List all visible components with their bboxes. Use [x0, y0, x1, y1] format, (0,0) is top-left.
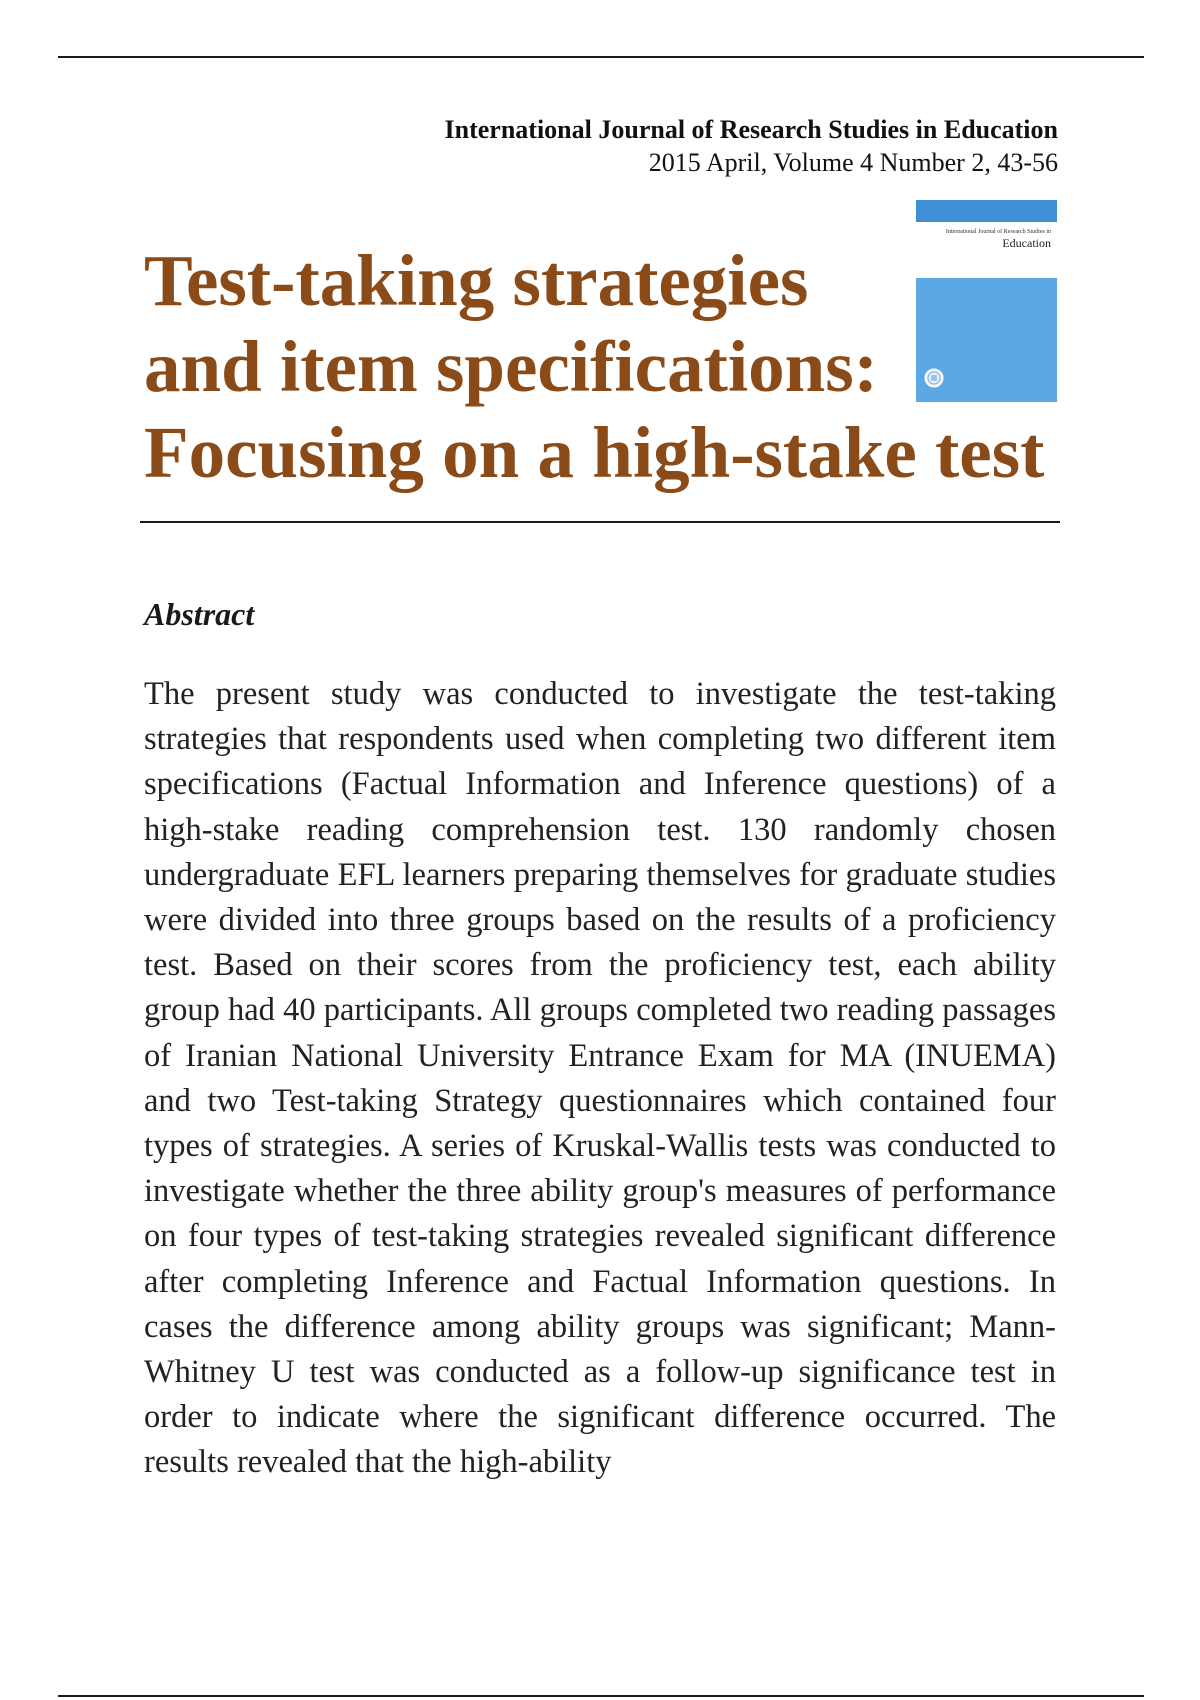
journal-header [445, 114, 1058, 180]
title-line-2: and item specifications: [144, 326, 878, 407]
abstract-heading: Abstract [144, 596, 255, 632]
bottom-rule [58, 1695, 1144, 1697]
journal-cover-thumbnail [916, 200, 1057, 402]
title-divider [140, 521, 1060, 523]
cover-subject: Education [1002, 236, 1051, 250]
cover-issue-line [916, 250, 1057, 257]
journal-issue: 2015 April, Volume 4 Number 2, 43-56 [648, 148, 1058, 177]
journal-name: International Journal of Research Studies in Education [444, 115, 1058, 144]
abstract-text: The present study was conducted to investigate the test-taking strategies that respondents used when completing two different item specifications (Factual Information and Inference questions) of a high-stake reading comprehension test. 130 randomly chosen undergraduate EFL learners preparing themselves for graduate studies were divided into three groups based on the results of a proficiency test. Based on their scores from the proficiency test, each ability group had 40 participants. All groups completed two reading passages of Iranian National University Entrance Exam for MA (INUEMA) and two Test-taking Strategy questionnaires which contained four types of strategies. A series of Kruskal-Wallis tests was conducted to investigate whether the three ability group's measures of performance on four types of test-taking strategies revealed significant difference after completing Inference and Factual Information questions. In cases the difference among ability groups was significant; Mann-Whitney U test was conducted as a follow-up significance test in order to indicate where the significant difference occurred. The results revealed that the high-ability [144, 676, 1056, 1481]
title-line-1: Test-taking strategies [144, 240, 809, 321]
top-rule [58, 56, 1144, 58]
cover-title-block [916, 222, 1057, 278]
cover-journal-name: International Journal of Research Studies in [945, 229, 1051, 235]
cover-top-band [916, 200, 1057, 222]
seal-icon [924, 368, 944, 388]
title-line-3: Focusing on a high-stake test [144, 412, 1045, 493]
